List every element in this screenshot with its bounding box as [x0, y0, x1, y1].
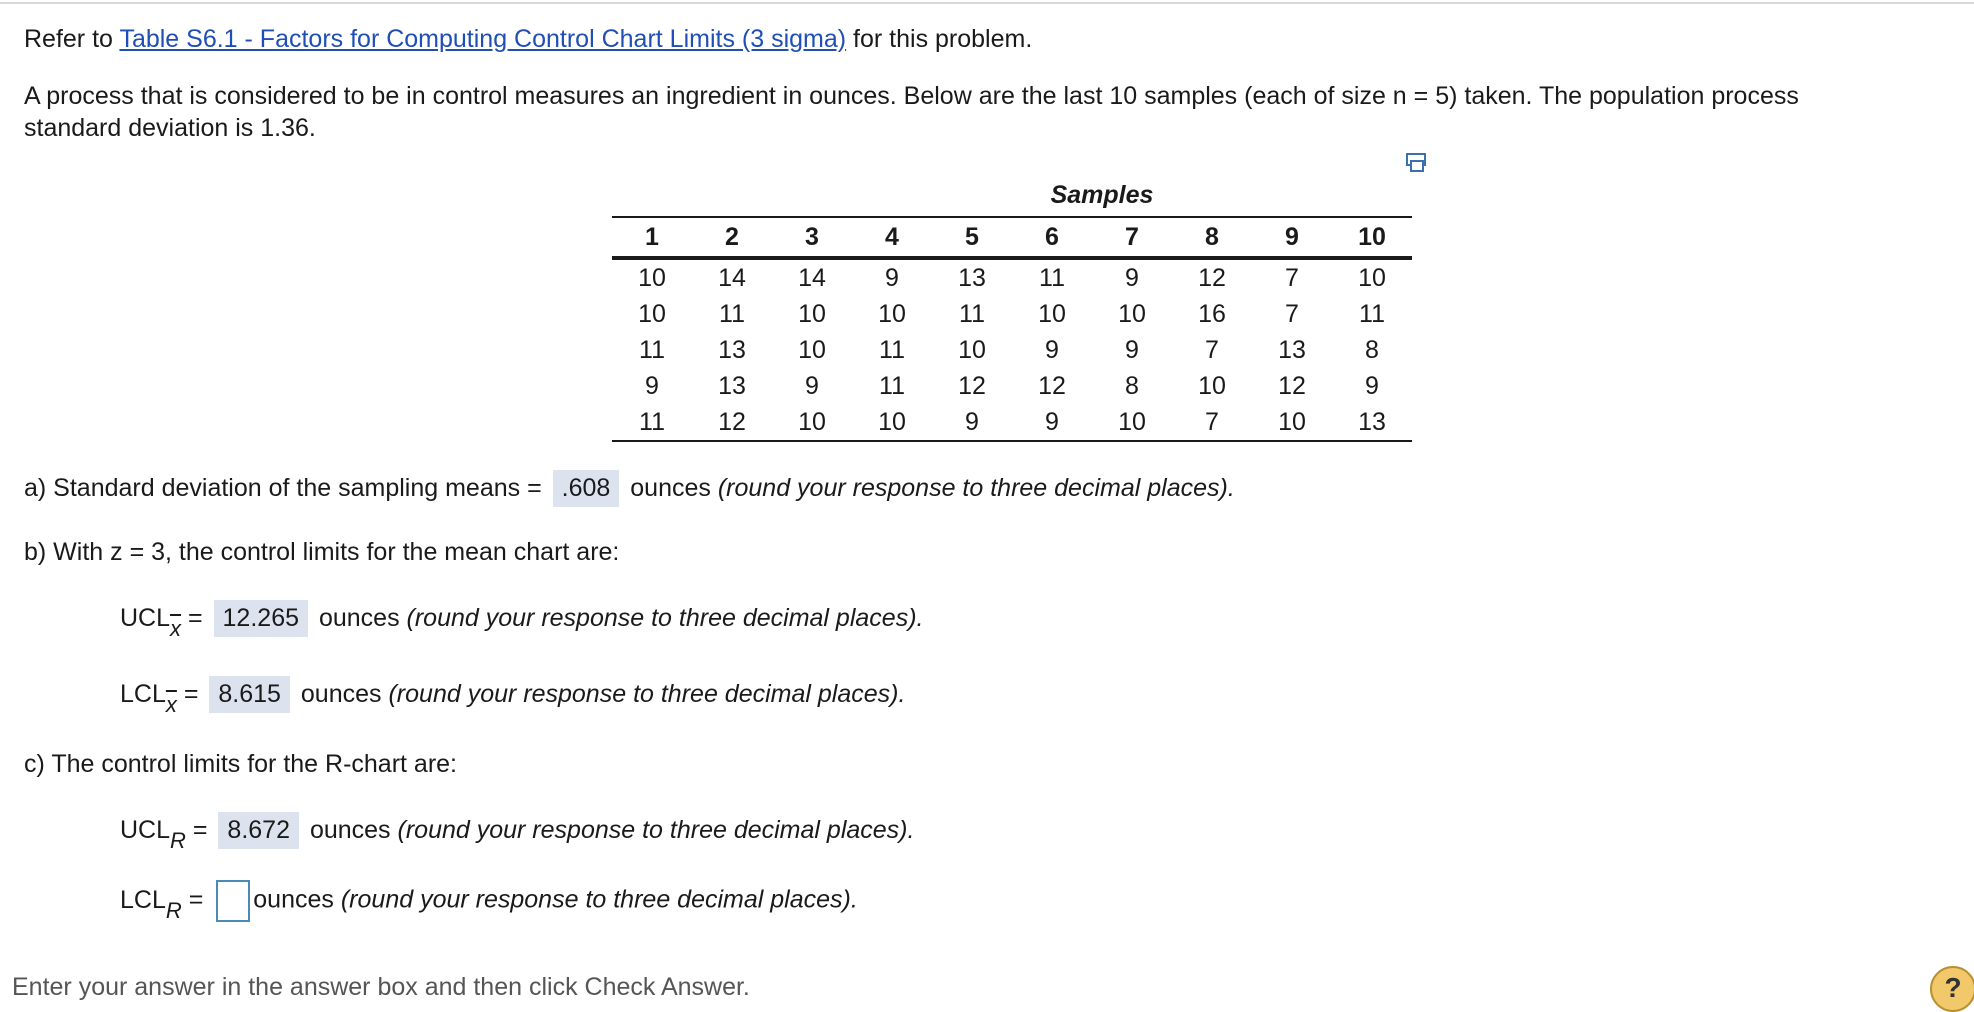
intro-suffix: for this problem. [853, 25, 1033, 53]
table-cell: 10 [1198, 371, 1226, 400]
lcl-r-input[interactable] [216, 880, 250, 922]
table-cell: 10 [878, 299, 906, 328]
lcl-x-unit: ounces [300, 680, 382, 708]
lcl-r-equals: = [188, 885, 204, 914]
table-cell: 10 [1092, 404, 1172, 441]
table-cell: 12 [1278, 371, 1306, 400]
table-cell: 10 [1358, 263, 1386, 292]
ucl-r-label: UCLR [120, 816, 186, 853]
column-header: 4 [852, 217, 932, 258]
table-cell: 8 [1125, 371, 1139, 400]
table-cell: 13 [958, 263, 986, 292]
table-cell: 9 [805, 371, 819, 400]
column-header: 6 [1012, 217, 1092, 258]
table-cell: 11 [1039, 263, 1065, 292]
table-cell: 9 [1365, 371, 1379, 400]
table-row [612, 332, 1412, 368]
ucl-x-unit: ounces [318, 604, 400, 632]
ucl-x-subscript: $\overline{x}$ [170, 616, 182, 641]
table-reference-link[interactable]: Table S6.1 - Factors for Computing Control Chart Limits (3 sigma) [119, 25, 847, 53]
table-cell: 13 [718, 371, 746, 400]
table-cell: 10 [638, 299, 666, 328]
ucl-r-subscript: R [170, 828, 186, 853]
part-a-answer: .608 [553, 470, 620, 507]
lcl-x-label: $LCL\overline{x}$ [120, 680, 177, 717]
table-cell: 10 [772, 404, 852, 441]
table-cell: 9 [1045, 335, 1059, 364]
table-cell: 10 [1038, 299, 1066, 328]
table-cell: 16 [1198, 299, 1226, 328]
problem-text-line-2: standard deviation is 1.36. [24, 114, 316, 142]
table-row [612, 368, 1412, 404]
part-a-label: a) Standard deviation of the sampling means = [24, 474, 542, 502]
table-cell: 9 [1125, 263, 1139, 292]
table-row [612, 258, 1412, 296]
ucl-x-row [120, 600, 924, 641]
lcl-r-row [120, 880, 858, 922]
help-button[interactable]: ? [1930, 966, 1974, 1012]
table-cell: 10 [852, 404, 932, 441]
column-header: 1 [612, 217, 692, 258]
table-cell: 10 [1252, 404, 1332, 441]
part-c-label: c) The control limits for the R-chart are: [24, 750, 458, 778]
ucl-x-hint: (round your response to three decimal places). [406, 604, 924, 632]
table-header-row [612, 217, 1412, 258]
table-cell: 7 [1172, 404, 1252, 441]
table-cell: 12 [958, 371, 986, 400]
table-cell: 11 [879, 335, 905, 364]
table-cell: 14 [718, 263, 746, 292]
lcl-x-equals: = [183, 680, 199, 708]
column-header: 3 [772, 217, 852, 258]
part-a-unit: ounces [630, 474, 711, 502]
top-divider [0, 2, 1974, 4]
table-cell: 12 [1198, 263, 1226, 292]
ucl-r-equals: = [192, 816, 208, 844]
table-cell: 9 [1012, 404, 1092, 441]
lcl-x-subscript: $\overline{x}$ [165, 692, 177, 717]
intro-sentence [24, 25, 1032, 54]
column-header: 2 [692, 217, 772, 258]
table-cell: 14 [798, 263, 826, 292]
table-cell: 7 [1285, 263, 1299, 292]
table-cell: 9 [932, 404, 1012, 441]
table-cell: 13 [1332, 404, 1412, 441]
table-cell: 10 [798, 299, 826, 328]
table-cell: 10 [798, 335, 826, 364]
expand-table-icon[interactable] [1406, 153, 1428, 173]
table-cell: 10 [958, 335, 986, 364]
ucl-r-row [120, 812, 915, 853]
ucl-r-answer: 8.672 [218, 812, 299, 849]
column-header: 5 [932, 217, 1012, 258]
ucl-r-hint: (round your response to three decimal places). [397, 816, 915, 844]
part-a-hint: (round your response to three decimal places). [717, 474, 1235, 502]
table-cell: 11 [639, 335, 665, 364]
lcl-x-hint: (round your response to three decimal places). [388, 680, 906, 708]
problem-text-line-1: A process that is considered to be in control measures an ingredient in ounces. Below are the last 10 samples (each of size n = 5) taken. The population process [24, 82, 1799, 110]
part-b-label: b) With z = 3, the control limits for the mean chart are: [24, 538, 620, 566]
lcl-x-row [120, 676, 906, 717]
column-header: 10 [1332, 217, 1412, 258]
intro-prefix: Refer to [24, 25, 113, 53]
ucl-x-equals: = [187, 604, 203, 632]
table-caption: Samples [1050, 181, 1154, 209]
table-cell: 11 [719, 299, 745, 328]
column-header: 7 [1092, 217, 1172, 258]
lcl-x-answer: 8.615 [209, 676, 290, 713]
ucl-x-answer: 12.265 [214, 600, 308, 637]
table-cell: 12 [692, 404, 772, 441]
column-header: 8 [1172, 217, 1252, 258]
table-cell: 9 [885, 263, 899, 292]
table-cell: 10 [1118, 299, 1146, 328]
instruction-footer: Enter your answer in the answer box and then click Check Answer. [12, 973, 750, 1001]
lcl-r-label: LCLR [120, 885, 182, 923]
table-cell: 8 [1365, 335, 1379, 364]
samples-table [612, 178, 1412, 442]
table-row [612, 404, 1412, 441]
lcl-r-unit: ounces [253, 885, 334, 914]
table-cell: 10 [638, 263, 666, 292]
table-cell: 11 [959, 299, 985, 328]
lcl-r-subscript: R [165, 897, 182, 923]
table-cell: 9 [645, 371, 659, 400]
ucl-x-label: $UCL\overline{x}$ [120, 604, 182, 641]
table-cell: 13 [1278, 335, 1306, 364]
lcl-r-hint: (round your response to three decimal places). [340, 885, 858, 914]
column-header: 9 [1252, 217, 1332, 258]
ucl-r-unit: ounces [309, 816, 391, 844]
table-cell: 11 [612, 404, 692, 441]
table-cell: 13 [718, 335, 746, 364]
table-cell: 7 [1285, 299, 1299, 328]
table-cell: 11 [1359, 299, 1385, 328]
table-cell: 12 [1038, 371, 1066, 400]
table-cell: 7 [1205, 335, 1219, 364]
part-a-row [24, 470, 1235, 507]
table-row [612, 296, 1412, 332]
table-cell: 11 [879, 371, 905, 400]
table-cell: 9 [1125, 335, 1139, 364]
